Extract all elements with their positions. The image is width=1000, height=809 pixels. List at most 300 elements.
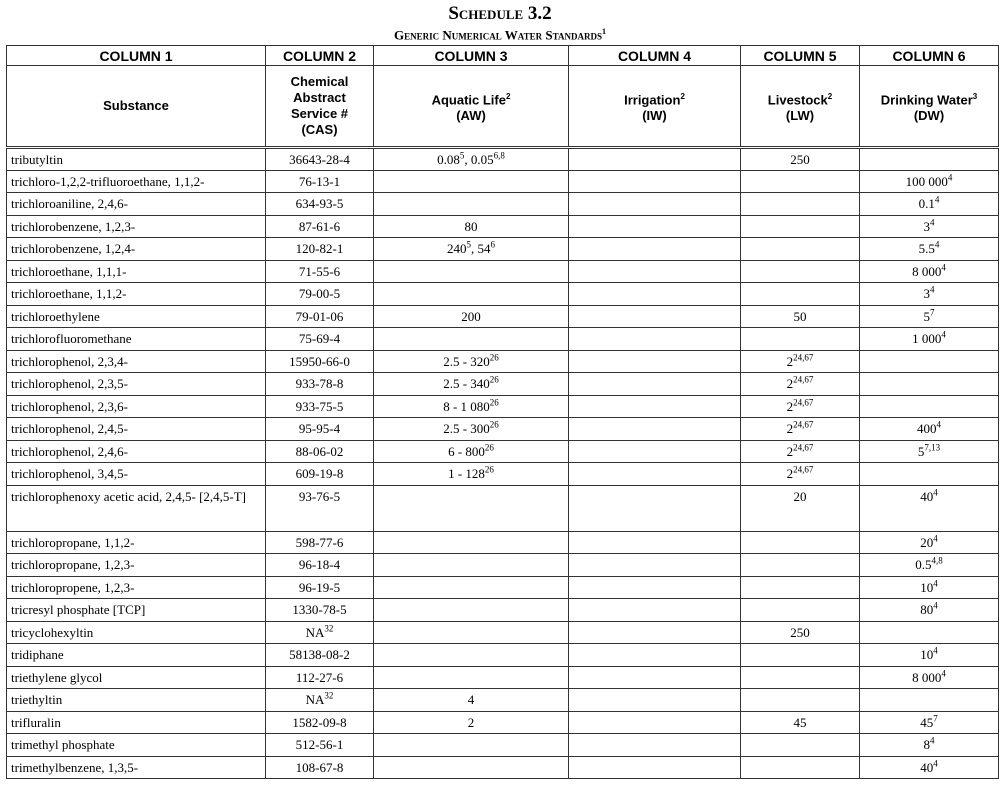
footnote-ref: 4 [934, 195, 940, 205]
cell-value: 8 000 [912, 263, 942, 279]
livestock-cell [741, 599, 860, 622]
cell-value: 45 [920, 714, 934, 730]
cell-value: trichlorophenol, 2,4,6- [11, 443, 128, 459]
cell-value: 40 [920, 759, 934, 775]
cell-value: 2 [786, 376, 794, 392]
drinking-water-cell [860, 463, 999, 486]
substance-cell [7, 621, 266, 644]
cas-cell [266, 260, 374, 283]
cell-value: 79-00-5 [298, 286, 341, 302]
footnote-ref: 4 [933, 487, 938, 498]
header-footnote: 3 [972, 91, 978, 101]
cell-value: 2.5 - 300 [443, 421, 490, 437]
drinking-water-cell [860, 666, 999, 689]
substance-cell [7, 440, 266, 463]
substance-cell [7, 711, 266, 734]
cell-value: 88-06-02 [295, 443, 344, 459]
irrigation-cell [569, 621, 741, 644]
drinking-water-header [860, 66, 999, 148]
irrigation-cell [569, 531, 741, 554]
livestock-cell [741, 554, 860, 577]
livestock-cell [741, 418, 860, 441]
cell-value: 1582-09-8 [292, 714, 347, 730]
header-label: Chemical Abstract Service # [290, 74, 349, 122]
drinking-water-cell [860, 328, 999, 351]
cas-cell [266, 418, 374, 441]
substance-cell [7, 666, 266, 689]
cell-value: 50 [793, 308, 807, 324]
cell-value: trichloroethane, 1,1,2- [11, 286, 127, 302]
footnote-ref: 7 [933, 713, 938, 724]
cell-value: trichlorophenol, 3,4,5- [11, 466, 128, 482]
water-standards-table [6, 45, 999, 779]
cell-value: 0.08 [437, 152, 460, 168]
column-header-row [7, 66, 999, 148]
substance-cell [7, 373, 266, 396]
footnote-ref: 4 [933, 533, 938, 544]
footnote-ref: 4 [934, 240, 940, 250]
cell-value: 93-76-5 [298, 488, 341, 504]
cell-value: 933-75-5 [295, 398, 344, 414]
irrigation-cell [569, 350, 741, 373]
drinking-water-cell [860, 260, 999, 283]
column-number-header: COLUMN 1 [7, 46, 266, 66]
subtitle-text: Generic Numerical Water Standards [394, 27, 602, 43]
aquatic-life-cell [374, 260, 569, 283]
drinking-water-cell [860, 531, 999, 554]
aquatic-life-cell [374, 440, 569, 463]
substance-cell [7, 238, 266, 261]
cell-value: trichlorobenzene, 1,2,3- [11, 218, 136, 234]
table-row [7, 238, 999, 261]
cell-value: 8 - 1 080 [443, 398, 490, 414]
cas-header [266, 66, 374, 148]
table-row [7, 576, 999, 599]
aquatic-life-cell [374, 170, 569, 193]
aquatic-life-cell [374, 531, 569, 554]
table-row [7, 305, 999, 328]
cas-cell [266, 350, 374, 373]
table-row [7, 689, 999, 712]
column-number-row [7, 46, 999, 66]
schedule-title: Schedule 3.2 [448, 3, 552, 24]
cell-value: trimethylbenzene, 1,3,5- [11, 759, 139, 775]
livestock-cell [741, 756, 860, 779]
substance-cell [7, 283, 266, 306]
irrigation-cell [569, 756, 741, 779]
drinking-water-cell [860, 756, 999, 779]
cell-value: trichloropropane, 1,2,3- [11, 557, 135, 573]
table-row [7, 666, 999, 689]
cell-value: trichloroaniline, 2,4,6- [11, 196, 128, 212]
aquatic-life-cell [374, 666, 569, 689]
cell-value: 95-95-4 [298, 421, 341, 437]
footnote-ref: 6,8 [493, 151, 505, 161]
cell-value: 933-78-8 [295, 376, 344, 392]
aquatic-life-cell [374, 644, 569, 667]
cell-value: 2.5 - 320 [443, 353, 490, 369]
drinking-water-cell [860, 418, 999, 441]
irrigation-cell [569, 148, 741, 171]
aquatic-life-cell [374, 554, 569, 577]
cell-value: trimethyl phosphate [11, 737, 115, 753]
column-number-header: COLUMN 3 [374, 46, 569, 66]
table-row [7, 485, 999, 531]
footnote-ref: 4 [933, 758, 938, 769]
irrigation-cell [569, 373, 741, 396]
table-row [7, 644, 999, 667]
cas-cell [266, 711, 374, 734]
substance-cell [7, 193, 266, 216]
footnote-ref: 26 [489, 397, 499, 408]
header-footnote: 2 [505, 91, 511, 101]
footnote-ref: 4 [941, 330, 946, 340]
table-row [7, 621, 999, 644]
footnote-ref: 24,67 [793, 465, 814, 475]
substance-cell [7, 463, 266, 486]
irrigation-cell [569, 418, 741, 441]
livestock-cell [741, 485, 860, 531]
header-label: Irrigation [624, 91, 681, 107]
table-row [7, 440, 999, 463]
cell-value: 20 [920, 534, 934, 550]
footnote-ref: 4 [933, 578, 938, 589]
cas-cell [266, 756, 374, 779]
footnote-ref: 4 [941, 262, 946, 273]
footnote-ref: 24,67 [793, 375, 814, 385]
irrigation-cell [569, 260, 741, 283]
cas-cell [266, 554, 374, 577]
drinking-water-cell [860, 193, 999, 216]
footnote-ref: 4 [930, 736, 935, 746]
column-number-header: COLUMN 4 [569, 46, 741, 66]
livestock-cell [741, 328, 860, 351]
livestock-cell [741, 395, 860, 418]
cell-value: , 0.05 [464, 152, 494, 168]
cell-value: 240 [447, 241, 467, 257]
cas-cell [266, 599, 374, 622]
table-row [7, 463, 999, 486]
substance-header [7, 66, 266, 148]
livestock-cell [741, 170, 860, 193]
substance-cell [7, 485, 266, 531]
aquatic-life-cell [374, 305, 569, 328]
table-row [7, 531, 999, 554]
aquatic-life-header [374, 66, 569, 148]
irrigation-cell [569, 554, 741, 577]
livestock-cell [741, 350, 860, 373]
substance-cell [7, 531, 266, 554]
cell-value: 2 [786, 443, 794, 459]
aquatic-life-cell [374, 711, 569, 734]
cell-value: 3 [923, 218, 930, 234]
cell-value: 4 [467, 692, 475, 708]
cell-value: trichloro-1,2,2-trifluoroethane, 1,1,2- [11, 173, 205, 189]
footnote-ref: 26 [489, 352, 499, 363]
footnote-ref: 24,67 [793, 442, 814, 453]
table-row [7, 554, 999, 577]
cell-value: 598-77-6 [295, 534, 344, 550]
header-label: Substance [103, 98, 169, 114]
aquatic-life-cell [374, 395, 569, 418]
header-abbreviation: (DW) [913, 107, 945, 123]
substance-cell [7, 689, 266, 712]
cas-cell [266, 689, 374, 712]
drinking-water-cell [860, 215, 999, 238]
drinking-water-cell [860, 485, 999, 531]
drinking-water-cell [860, 373, 999, 396]
cell-value: 45 [793, 714, 807, 730]
footnote-ref: 32 [324, 691, 334, 701]
header-footnote: 2 [680, 91, 685, 101]
drinking-water-cell [860, 395, 999, 418]
irrigation-cell [569, 576, 741, 599]
substance-cell [7, 260, 266, 283]
table-row [7, 711, 999, 734]
header-abbreviation: (LW) [785, 107, 815, 123]
irrigation-cell [569, 283, 741, 306]
cell-value: 76-13-1 [298, 173, 341, 189]
cell-value: trichlorobenzene, 1,2,4- [11, 241, 136, 257]
livestock-cell [741, 463, 860, 486]
drinking-water-cell [860, 689, 999, 712]
livestock-cell [741, 215, 860, 238]
irrigation-cell [569, 193, 741, 216]
cell-value: 15950-66-0 [289, 353, 350, 369]
cell-value: tricyclohexyltin [11, 624, 94, 640]
livestock-cell [741, 148, 860, 171]
substance-cell [7, 756, 266, 779]
cell-value: 1330-78-5 [292, 602, 347, 618]
cas-cell [266, 193, 374, 216]
cell-value: NA [305, 692, 325, 708]
table-row [7, 756, 999, 779]
drinking-water-cell [860, 305, 999, 328]
livestock-cell [741, 440, 860, 463]
column-number-header: COLUMN 2 [266, 46, 374, 66]
footnote-ref: 4 [933, 646, 938, 656]
irrigation-cell [569, 711, 741, 734]
footnote-ref: 6 [490, 240, 495, 250]
table-row [7, 328, 999, 351]
cell-value: 2 [786, 466, 794, 482]
cell-value: 8 000 [912, 669, 942, 685]
cell-value: 87-61-6 [298, 218, 341, 234]
cell-value: 10 [920, 579, 934, 595]
table-row [7, 283, 999, 306]
substance-cell [7, 148, 266, 171]
drinking-water-cell [860, 170, 999, 193]
cell-value: 3 [923, 286, 930, 302]
irrigation-cell [569, 485, 741, 531]
column-number-header: COLUMN 5 [741, 46, 860, 66]
header-abbreviation: (CAS) [301, 122, 338, 138]
table-row [7, 395, 999, 418]
footnote-ref: 26 [489, 420, 499, 430]
footnote-ref: 5 [459, 151, 465, 161]
cell-value: trichlorophenoxy acetic acid, 2,4,5- [2,4,5-T] [11, 488, 246, 504]
aquatic-life-cell [374, 576, 569, 599]
table-row [7, 170, 999, 193]
cell-value: 112-27-6 [295, 669, 344, 685]
livestock-cell [741, 621, 860, 644]
cell-value: 75-69-4 [298, 331, 341, 347]
livestock-cell [741, 734, 860, 757]
drinking-water-cell [860, 554, 999, 577]
cell-value: 2 [786, 421, 794, 437]
cell-value: 5 [923, 308, 930, 324]
aquatic-life-cell [374, 283, 569, 306]
footnote-ref: 4 [930, 217, 935, 228]
cell-value: 71-55-6 [298, 263, 341, 279]
cell-value: 80 [920, 602, 934, 618]
livestock-cell [741, 260, 860, 283]
table-row [7, 350, 999, 373]
cell-value: 79-01-06 [295, 308, 344, 324]
aquatic-life-cell [374, 621, 569, 644]
cell-value: trifluralin [11, 714, 61, 730]
substance-cell [7, 350, 266, 373]
footnote-ref: 26 [484, 465, 494, 475]
irrigation-cell [569, 599, 741, 622]
livestock-cell [741, 644, 860, 667]
aquatic-life-cell [374, 373, 569, 396]
footnote-ref: 4 [933, 601, 938, 611]
substance-cell [7, 734, 266, 757]
footnote-ref: 26 [484, 442, 494, 453]
table-row [7, 418, 999, 441]
cell-value: 5.5 [918, 241, 935, 257]
cell-value: 2 [786, 398, 794, 414]
table-body [7, 148, 999, 779]
irrigation-cell [569, 689, 741, 712]
substance-cell [7, 644, 266, 667]
drinking-water-cell [860, 440, 999, 463]
substance-cell [7, 576, 266, 599]
cas-cell [266, 576, 374, 599]
cell-value: 36643-28-4 [289, 152, 350, 168]
cell-value: trichlorofluoromethane [11, 331, 132, 347]
footnote-ref: 32 [324, 623, 334, 634]
cas-cell [266, 238, 374, 261]
livestock-cell [741, 238, 860, 261]
table-row [7, 373, 999, 396]
cell-value: trichloropropene, 1,2,3- [11, 579, 135, 595]
substance-cell [7, 599, 266, 622]
irrigation-cell [569, 328, 741, 351]
cell-value: 96-18-4 [298, 557, 341, 573]
table-row [7, 215, 999, 238]
table-row [7, 734, 999, 757]
irrigation-cell [569, 644, 741, 667]
footnote-ref: 24,67 [793, 352, 814, 363]
cell-value: trichloropropane, 1,1,2- [11, 534, 135, 550]
cas-cell [266, 621, 374, 644]
drinking-water-cell [860, 734, 999, 757]
cell-value: trichlorophenol, 2,3,5- [11, 376, 128, 392]
cell-value: 250 [790, 152, 810, 168]
livestock-cell [741, 711, 860, 734]
drinking-water-cell [860, 350, 999, 373]
drinking-water-cell [860, 621, 999, 644]
irrigation-cell [569, 305, 741, 328]
cell-value: 58138-08-2 [289, 647, 350, 663]
substance-cell [7, 554, 266, 577]
cell-value: 10 [920, 647, 934, 663]
substance-cell [7, 395, 266, 418]
table-row [7, 193, 999, 216]
header-label: Drinking Water [880, 91, 973, 107]
header-label: Livestock [767, 91, 828, 107]
cas-cell [266, 395, 374, 418]
cas-cell [266, 215, 374, 238]
footnote-ref: 26 [489, 375, 499, 385]
cell-value: trichloroethylene [11, 308, 100, 324]
irrigation-cell [569, 395, 741, 418]
cell-value: 100 000 [905, 173, 948, 189]
cas-cell [266, 531, 374, 554]
cas-cell [266, 373, 374, 396]
cell-value: trichlorophenol, 2,4,5- [11, 421, 128, 437]
cell-value: 40 [920, 488, 934, 504]
cell-value: triethylene glycol [11, 669, 103, 685]
cell-value: trichloroethane, 1,1,1- [11, 263, 127, 279]
header-label: Aquatic Life [431, 91, 506, 107]
cell-value: 2.5 - 340 [443, 376, 490, 392]
table-row [7, 599, 999, 622]
irrigation-cell [569, 215, 741, 238]
footnote-ref: 4 [941, 668, 946, 679]
footnote-ref: 5 [466, 240, 471, 250]
cell-value: 634-93-5 [295, 196, 344, 212]
livestock-cell [741, 373, 860, 396]
aquatic-life-cell [374, 215, 569, 238]
cell-value: 400 [917, 421, 937, 437]
cell-value: 512-56-1 [295, 737, 344, 753]
livestock-cell [741, 576, 860, 599]
cell-value: tributyltin [11, 152, 63, 168]
table-row [7, 260, 999, 283]
drinking-water-cell [860, 576, 999, 599]
drinking-water-cell [860, 283, 999, 306]
aquatic-life-cell [374, 734, 569, 757]
cas-cell [266, 666, 374, 689]
aquatic-life-cell [374, 238, 569, 261]
cell-value: trichlorophenol, 2,3,4- [11, 353, 128, 369]
footnote-ref: 24,67 [793, 397, 814, 408]
cas-cell [266, 170, 374, 193]
cell-value: 200 [461, 308, 481, 324]
cell-value: 1 000 [912, 331, 942, 347]
column-number-header: COLUMN 6 [860, 46, 999, 66]
livestock-cell [741, 689, 860, 712]
cell-value: , 54 [471, 241, 491, 257]
cas-cell [266, 328, 374, 351]
header-footnote: 2 [827, 91, 833, 101]
footnote-ref: 4 [947, 172, 953, 183]
irrigation-header [569, 66, 741, 148]
footnote-ref: 7 [930, 307, 935, 318]
irrigation-cell [569, 238, 741, 261]
cell-value: 108-67-8 [295, 759, 344, 775]
cas-cell [266, 440, 374, 463]
aquatic-life-cell [374, 756, 569, 779]
aquatic-life-cell [374, 599, 569, 622]
cell-value: 2 [786, 353, 794, 369]
substance-cell [7, 305, 266, 328]
substance-cell [7, 215, 266, 238]
livestock-cell [741, 666, 860, 689]
